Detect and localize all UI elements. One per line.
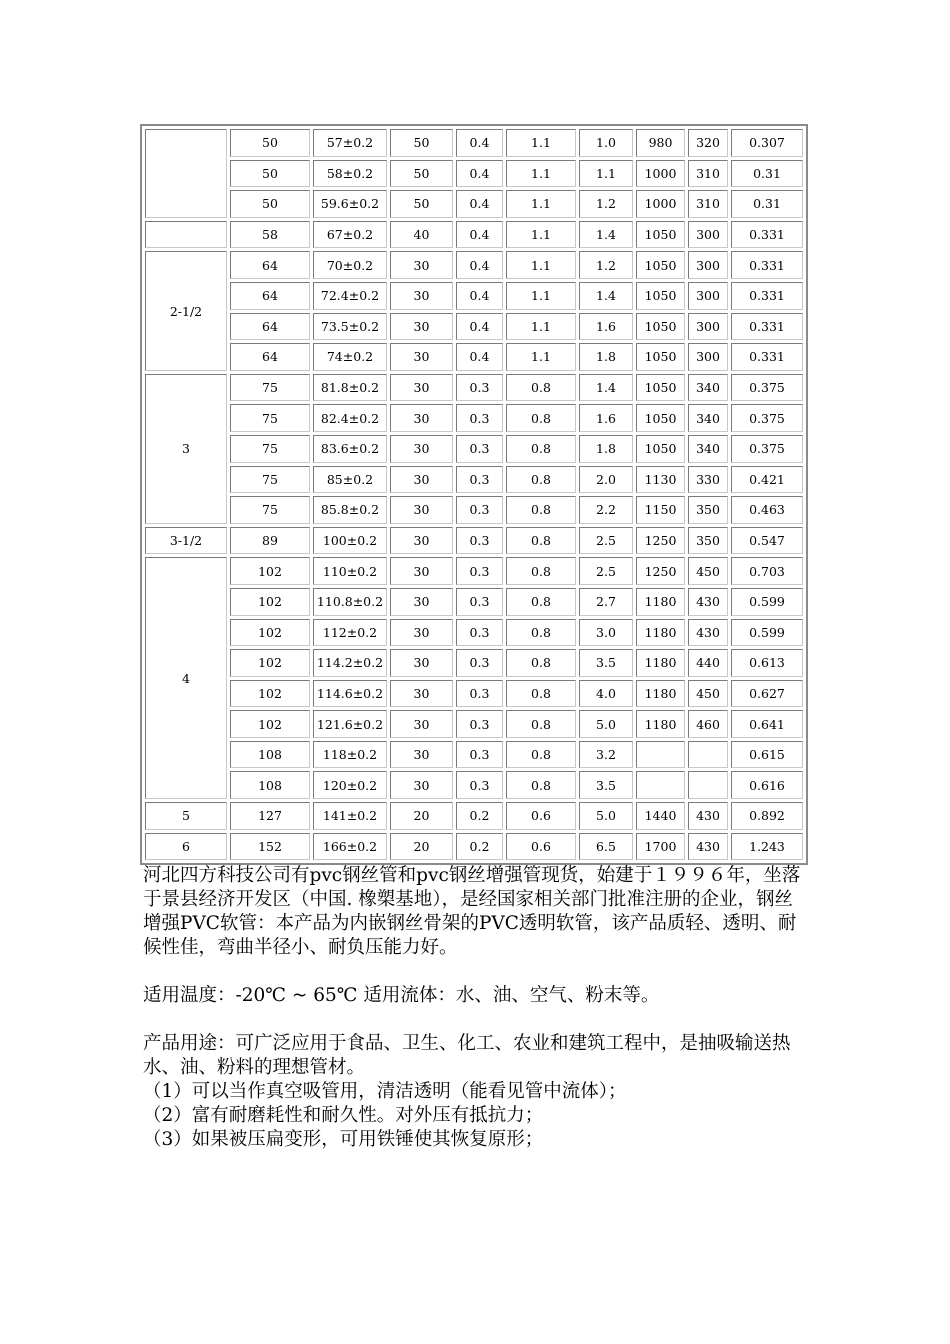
table-cell: 110±0.2 (313, 557, 387, 585)
table-cell: 0.3 (456, 527, 503, 555)
table-cell: 2.2 (579, 496, 633, 524)
table-cell (688, 771, 728, 799)
table-cell: 30 (390, 527, 453, 555)
table-cell: 30 (390, 282, 453, 310)
table-cell: 1700 (636, 833, 685, 861)
table-cell: 3.5 (579, 771, 633, 799)
table-cell: 114.2±0.2 (313, 649, 387, 677)
table-row (145, 680, 803, 708)
table-cell: 30 (390, 741, 453, 769)
table-cell: 141±0.2 (313, 802, 387, 830)
table-cell: 0.8 (506, 649, 576, 677)
table-cell: 110.8±0.2 (313, 588, 387, 616)
table-cell: 0.4 (456, 190, 503, 218)
table-row (145, 190, 803, 218)
table-cell: 0.613 (731, 649, 803, 677)
table-cell: 0.6 (506, 833, 576, 861)
table-cell: 980 (636, 129, 685, 157)
table-row (145, 251, 803, 279)
table-cell: 0.331 (731, 343, 803, 371)
table-cell: 1050 (636, 374, 685, 402)
table-cell: 74±0.2 (313, 343, 387, 371)
table-cell: 30 (390, 435, 453, 463)
table-cell: 3.0 (579, 619, 633, 647)
table-cell: 30 (390, 619, 453, 647)
table-cell: 1.1 (506, 282, 576, 310)
table-cell: 0.4 (456, 343, 503, 371)
table-cell: 1.1 (506, 313, 576, 341)
table-cell: 0.4 (456, 282, 503, 310)
table-row (145, 160, 803, 188)
table-cell (636, 741, 685, 769)
table-cell: 1.1 (506, 251, 576, 279)
table-cell: 4.0 (579, 680, 633, 708)
table-cell: 30 (390, 466, 453, 494)
spec-table-wrapper (140, 124, 808, 865)
table-cell: 1000 (636, 190, 685, 218)
table-cell: 0.3 (456, 466, 503, 494)
table-cell: 1.0 (579, 129, 633, 157)
table-cell: 0.8 (506, 496, 576, 524)
table-cell: 58 (230, 221, 310, 249)
table-cell: 5.0 (579, 802, 633, 830)
table-row (145, 833, 803, 861)
table-cell: 75 (230, 466, 310, 494)
table-row (145, 435, 803, 463)
table-cell: 85±0.2 (313, 466, 387, 494)
table-cell: 0.616 (731, 771, 803, 799)
table-cell: 20 (390, 833, 453, 861)
table-cell: 30 (390, 649, 453, 677)
table-cell: 0.8 (506, 374, 576, 402)
intro-paragraph: 河北四方科技公司有pvc钢丝管和pvc钢丝增强管现货，始建于１９９６年，坐落于景县经济开发区（中国. 橡槊基地），是经国家相关部门批准注册的企业，钢丝增强PVC软管：本产品为内嵌钢丝骨架的PVC透明软管，该产品质轻、透明、耐候性佳，弯曲半径小、耐负压能力好。 (143, 865, 801, 958)
table-cell: 430 (688, 619, 728, 647)
table-cell: 85.8±0.2 (313, 496, 387, 524)
table-cell: 0.4 (456, 129, 503, 157)
table-cell: 1180 (636, 710, 685, 738)
table-cell: 0.8 (506, 680, 576, 708)
table-cell: 300 (688, 282, 728, 310)
table-cell: 0.4 (456, 221, 503, 249)
table-cell: 75 (230, 374, 310, 402)
table-cell: 102 (230, 680, 310, 708)
table-cell: 1050 (636, 251, 685, 279)
table-cell: 0.3 (456, 741, 503, 769)
table-cell: 1.1 (506, 190, 576, 218)
table-cell: 1440 (636, 802, 685, 830)
table-cell: 3.2 (579, 741, 633, 769)
size-cell (145, 129, 227, 218)
table-cell: 430 (688, 802, 728, 830)
table-cell: 59.6±0.2 (313, 190, 387, 218)
table-cell: 102 (230, 619, 310, 647)
table-cell: 50 (230, 129, 310, 157)
table-cell: 0.8 (506, 527, 576, 555)
table-cell: 0.627 (731, 680, 803, 708)
table-cell: 1.6 (579, 404, 633, 432)
table-cell: 1.1 (506, 129, 576, 157)
size-cell: 3-1/2 (145, 527, 227, 555)
feature-item: （2）富有耐磨耗性和耐久性。对外压有抵抗力； (143, 1105, 544, 1126)
table-cell: 1050 (636, 435, 685, 463)
table-cell: 50 (390, 129, 453, 157)
table-cell: 0.4 (456, 160, 503, 188)
table-cell (636, 771, 685, 799)
table-cell: 5.0 (579, 710, 633, 738)
table-cell: 67±0.2 (313, 221, 387, 249)
table-cell: 0.31 (731, 160, 803, 188)
table-cell: 118±0.2 (313, 741, 387, 769)
table-cell: 30 (390, 251, 453, 279)
table-cell: 430 (688, 833, 728, 861)
table-cell: 30 (390, 404, 453, 432)
table-row (145, 588, 803, 616)
table-cell: 166±0.2 (313, 833, 387, 861)
table-cell: 2.0 (579, 466, 633, 494)
table-cell: 50 (230, 160, 310, 188)
table-cell: 82.4±0.2 (313, 404, 387, 432)
table-row (145, 313, 803, 341)
table-cell: 2.7 (579, 588, 633, 616)
table-cell: 0.463 (731, 496, 803, 524)
size-cell: 4 (145, 557, 227, 799)
table-row (145, 557, 803, 585)
table-cell: 0.599 (731, 619, 803, 647)
table-cell: 0.8 (506, 771, 576, 799)
table-cell: 1050 (636, 313, 685, 341)
table-cell: 450 (688, 557, 728, 585)
table-cell: 89 (230, 527, 310, 555)
table-cell: 100±0.2 (313, 527, 387, 555)
table-cell: 1180 (636, 680, 685, 708)
table-cell: 30 (390, 771, 453, 799)
table-row (145, 343, 803, 371)
table-cell: 20 (390, 802, 453, 830)
table-cell: 310 (688, 160, 728, 188)
table-cell: 1.4 (579, 374, 633, 402)
table-cell: 0.3 (456, 619, 503, 647)
table-cell: 0.4 (456, 313, 503, 341)
table-cell: 1050 (636, 343, 685, 371)
table-cell: 75 (230, 404, 310, 432)
table-cell: 30 (390, 710, 453, 738)
table-row (145, 282, 803, 310)
table-cell: 0.3 (456, 649, 503, 677)
table-row (145, 404, 803, 432)
table-cell: 0.375 (731, 404, 803, 432)
table-cell: 83.6±0.2 (313, 435, 387, 463)
table-cell: 0.3 (456, 557, 503, 585)
table-cell: 64 (230, 251, 310, 279)
table-cell: 70±0.2 (313, 251, 387, 279)
table-row (145, 741, 803, 769)
table-row (145, 221, 803, 249)
table-cell: 127 (230, 802, 310, 830)
feature-item: （3）如果被压扁变形，可用铁锤使其恢复原形； (143, 1129, 544, 1150)
table-cell: 50 (390, 190, 453, 218)
table-row (145, 466, 803, 494)
table-cell: 1.8 (579, 435, 633, 463)
usage-paragraph: 产品用途：可广泛应用于食品、卫生、化工、农业和建筑工程中，是抽吸输送热水、油、粉料的理想管材。 (143, 1033, 791, 1078)
table-cell: 72.4±0.2 (313, 282, 387, 310)
table-cell: 112±0.2 (313, 619, 387, 647)
table-cell: 0.892 (731, 802, 803, 830)
table-row (145, 802, 803, 830)
table-cell: 350 (688, 527, 728, 555)
table-cell: 1.243 (731, 833, 803, 861)
table-cell: 1.2 (579, 251, 633, 279)
table-cell: 0.8 (506, 557, 576, 585)
table-cell: 0.703 (731, 557, 803, 585)
table-cell: 350 (688, 496, 728, 524)
table-cell: 0.8 (506, 588, 576, 616)
table-cell: 1.1 (506, 160, 576, 188)
table-row (145, 129, 803, 157)
table-cell: 30 (390, 557, 453, 585)
table-cell: 1150 (636, 496, 685, 524)
table-row (145, 374, 803, 402)
table-cell: 340 (688, 435, 728, 463)
table-cell: 1050 (636, 221, 685, 249)
table-cell: 0.31 (731, 190, 803, 218)
table-cell: 102 (230, 649, 310, 677)
table-cell: 1250 (636, 557, 685, 585)
table-cell: 0.3 (456, 496, 503, 524)
table-cell: 0.2 (456, 833, 503, 861)
size-cell: 3 (145, 374, 227, 524)
table-row (145, 710, 803, 738)
table-cell: 64 (230, 313, 310, 341)
table-cell: 30 (390, 313, 453, 341)
table-cell: 0.375 (731, 374, 803, 402)
table-cell: 75 (230, 435, 310, 463)
table-cell: 121.6±0.2 (313, 710, 387, 738)
table-cell: 450 (688, 680, 728, 708)
table-cell: 1.1 (506, 343, 576, 371)
table-cell: 58±0.2 (313, 160, 387, 188)
table-cell: 0.8 (506, 710, 576, 738)
table-cell: 0.547 (731, 527, 803, 555)
table-cell: 30 (390, 680, 453, 708)
table-cell: 430 (688, 588, 728, 616)
table-cell: 1.8 (579, 343, 633, 371)
table-cell: 57±0.2 (313, 129, 387, 157)
table-cell: 1130 (636, 466, 685, 494)
table-cell: 81.8±0.2 (313, 374, 387, 402)
table-cell: 0.331 (731, 251, 803, 279)
table-cell: 1.1 (506, 221, 576, 249)
spec-table-body (145, 129, 803, 860)
table-cell: 73.5±0.2 (313, 313, 387, 341)
table-cell: 0.3 (456, 680, 503, 708)
size-cell: 5 (145, 802, 227, 830)
table-cell: 0.599 (731, 588, 803, 616)
table-cell: 2.5 (579, 557, 633, 585)
table-cell: 50 (390, 160, 453, 188)
table-cell: 300 (688, 251, 728, 279)
table-cell: 0.331 (731, 313, 803, 341)
table-cell: 102 (230, 557, 310, 585)
table-cell: 1000 (636, 160, 685, 188)
table-cell: 1050 (636, 404, 685, 432)
table-cell: 0.375 (731, 435, 803, 463)
table-cell: 0.307 (731, 129, 803, 157)
spec-table (140, 124, 808, 865)
temperature-paragraph: 适用温度：-20℃ ~ 65℃ 适用流体：水、油、空气、粉末等。 (143, 985, 660, 1006)
table-cell: 1.6 (579, 313, 633, 341)
table-cell: 0.421 (731, 466, 803, 494)
table-cell: 108 (230, 741, 310, 769)
table-cell: 1.2 (579, 190, 633, 218)
table-cell: 0.8 (506, 435, 576, 463)
table-cell: 0.615 (731, 741, 803, 769)
table-cell: 1180 (636, 619, 685, 647)
description-block (143, 864, 811, 1152)
table-cell: 1.4 (579, 282, 633, 310)
feature-item: （1）可以当作真空吸管用，清洁透明（能看见管中流体）； (143, 1081, 627, 1102)
table-cell: 108 (230, 771, 310, 799)
table-cell: 340 (688, 404, 728, 432)
table-cell: 320 (688, 129, 728, 157)
table-cell: 300 (688, 343, 728, 371)
size-cell: 2-1/2 (145, 251, 227, 370)
table-row (145, 649, 803, 677)
table-cell: 310 (688, 190, 728, 218)
table-row (145, 619, 803, 647)
table-cell: 1180 (636, 588, 685, 616)
table-cell: 1050 (636, 282, 685, 310)
table-cell: 2.5 (579, 527, 633, 555)
table-cell: 6.5 (579, 833, 633, 861)
table-cell: 0.641 (731, 710, 803, 738)
size-cell (145, 221, 227, 249)
table-cell: 102 (230, 710, 310, 738)
table-cell: 0.3 (456, 771, 503, 799)
table-cell: 30 (390, 496, 453, 524)
table-cell: 460 (688, 710, 728, 738)
table-cell: 30 (390, 374, 453, 402)
table-cell: 64 (230, 343, 310, 371)
table-cell: 0.4 (456, 251, 503, 279)
table-cell: 0.8 (506, 741, 576, 769)
table-cell: 0.331 (731, 282, 803, 310)
table-cell: 102 (230, 588, 310, 616)
table-cell: 0.3 (456, 435, 503, 463)
table-cell (688, 741, 728, 769)
table-cell: 0.3 (456, 710, 503, 738)
table-cell: 64 (230, 282, 310, 310)
table-cell: 0.331 (731, 221, 803, 249)
table-cell: 40 (390, 221, 453, 249)
table-cell: 340 (688, 374, 728, 402)
table-cell: 1180 (636, 649, 685, 677)
table-cell: 3.5 (579, 649, 633, 677)
table-cell: 1.1 (579, 160, 633, 188)
table-cell: 1.4 (579, 221, 633, 249)
table-cell: 30 (390, 343, 453, 371)
table-row (145, 527, 803, 555)
table-cell: 0.2 (456, 802, 503, 830)
table-cell: 300 (688, 313, 728, 341)
table-cell: 440 (688, 649, 728, 677)
table-cell: 300 (688, 221, 728, 249)
table-cell: 120±0.2 (313, 771, 387, 799)
table-cell: 0.8 (506, 619, 576, 647)
table-cell: 50 (230, 190, 310, 218)
table-cell: 152 (230, 833, 310, 861)
table-cell: 330 (688, 466, 728, 494)
table-cell: 0.8 (506, 404, 576, 432)
table-cell: 30 (390, 588, 453, 616)
table-row (145, 496, 803, 524)
table-cell: 0.8 (506, 466, 576, 494)
size-cell: 6 (145, 833, 227, 861)
table-cell: 0.3 (456, 374, 503, 402)
table-cell: 0.3 (456, 588, 503, 616)
table-cell: 114.6±0.2 (313, 680, 387, 708)
table-cell: 0.3 (456, 404, 503, 432)
table-cell: 1250 (636, 527, 685, 555)
table-cell: 0.6 (506, 802, 576, 830)
table-cell: 75 (230, 496, 310, 524)
table-row (145, 771, 803, 799)
